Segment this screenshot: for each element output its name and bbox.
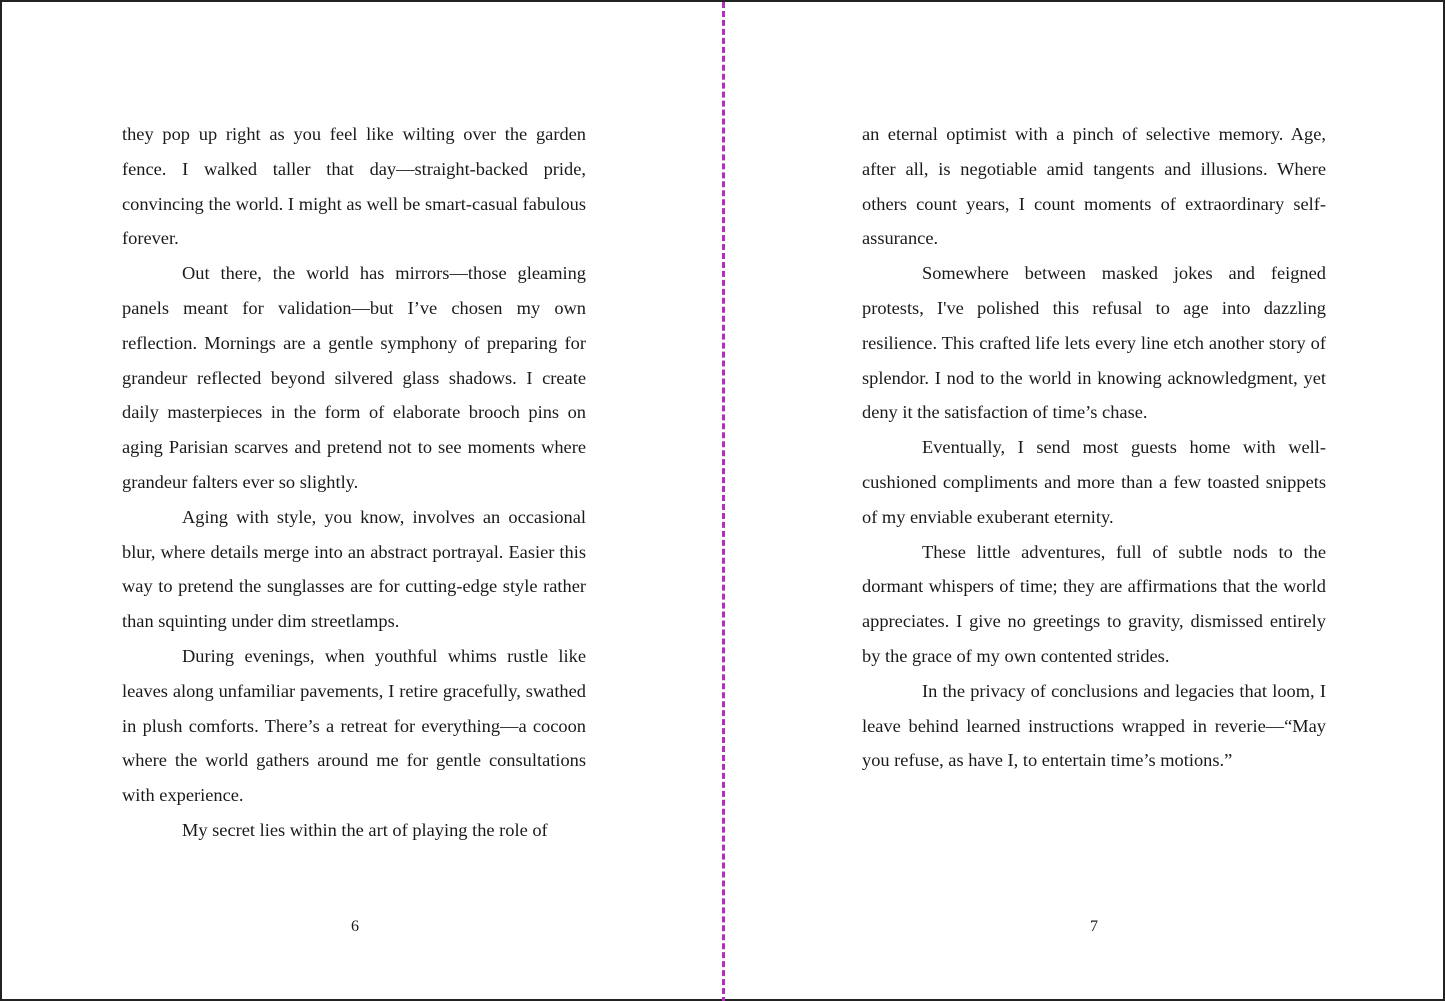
paragraph: My secret lies within the art of playing the role of [182,819,548,840]
paragraph: an eternal optimist with a pinch of selective memory. Age, after all, is negotiable amid tangents and illusions. Where others count years, I count moments of extraordinary self-assurance. [862,124,1326,249]
right-page-body [862,117,1326,778]
left-page [2,2,722,1001]
paragraph: Aging with style, you know, involves an occasional blur, where details merge into an abstract portrayal. Easier this way to pretend the sunglasses are for cutting-edge style rather than squinting under dim streetlamps. [122,506,586,632]
paragraph: In the privacy of conclusions and legacies that loom, I leave behind learned instructions wrapped in reverie—“May you refuse, as have I, to entertain time’s motions.” [862,680,1326,771]
paragraph: These little adventures, full of subtle nods to the dormant whispers of time; they are affirmations that the world appreciates. I give no greetings to gravity, dismissed entirely by the grace of my own contented strides. [862,541,1326,666]
page-number-right: 7 [1090,918,1098,935]
right-page [725,2,1445,1001]
left-page-body [122,117,586,848]
paragraph: During evenings, when youthful whims rustle like leaves along unfamiliar pavements, I retire gracefully, swathed in plush comforts. There’s a retreat for everything—a cocoon where the world gathers around me for gentle consultations with experience. [122,645,586,806]
paragraph: Somewhere between masked jokes and feigned protests, I've polished this refusal to age into dazzling resilience. This crafted life lets every line etch another story of splendor. I nod to the world in knowing acknowledgment, yet deny it the satisfaction of time’s chase. [862,263,1326,423]
page-number-left: 6 [351,918,359,935]
paragraph: Eventually, I send most guests home with well-cushioned compliments and more than a few toasted snippets of my enviable exuberant eternity. [862,437,1326,527]
paragraph: Out there, the world has mirrors—those gleaming panels meant for validation—but I’ve chosen my own reflection. Mornings are a gentle symphony of preparing for grandeur reflected beyond silvered glass shadows. I create daily masterpieces in the form of elaborate brooch pins on aging Parisian scarves and pretend not to see moments where grandeur falters ever so slightly. [122,263,586,492]
paragraph: they pop up right as you feel like wilting over the garden fence. I walked taller that day—straight-backed pride, convincing the world. I might as well be smart-casual fabulous forever. [122,124,586,249]
